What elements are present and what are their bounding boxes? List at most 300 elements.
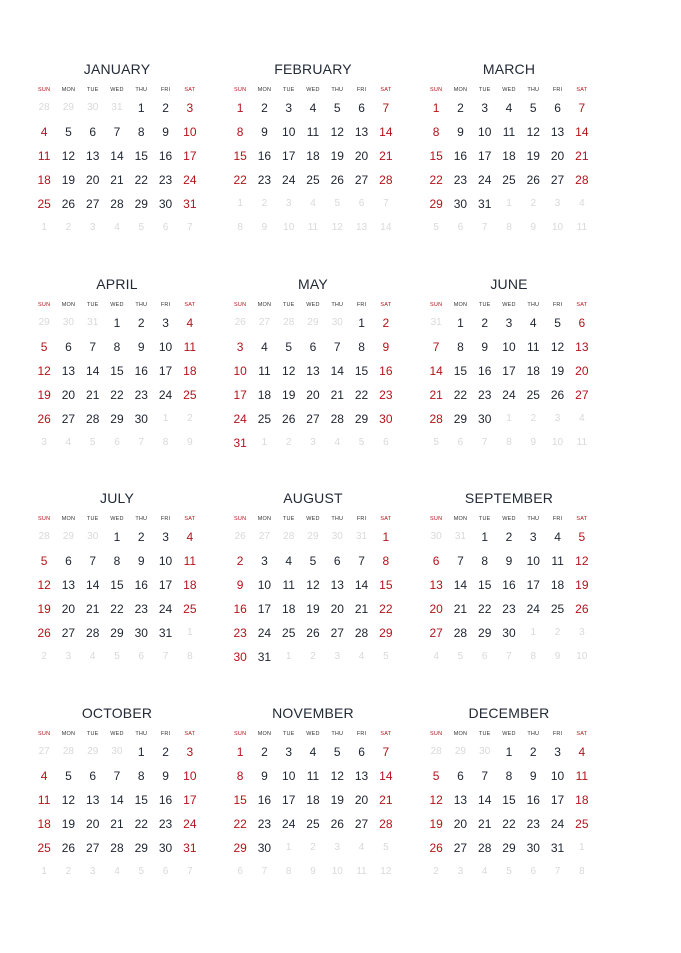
day-cell: 13 — [575, 340, 589, 354]
day-cell: 4 — [505, 101, 513, 115]
day-cell: 19 — [61, 817, 76, 831]
day-cell: 26 — [429, 841, 443, 855]
adjacent-month-day-cell: 6 — [358, 198, 365, 209]
adjacent-month-day-cell: 31 — [454, 531, 466, 542]
adjacent-month-day-cell: 4 — [433, 651, 439, 662]
adjacent-month-day-cell: 7 — [187, 866, 193, 877]
month-june — [424, 275, 594, 455]
adjacent-month-day-cell: 1 — [530, 627, 537, 638]
weekday-label-sun: SUN — [38, 516, 51, 522]
adjacent-month-day-cell: 29 — [307, 317, 319, 328]
month-title: FEBRUARY — [274, 61, 352, 77]
weekday-label-tue: TUE — [478, 302, 491, 308]
day-cell: 8 — [432, 125, 440, 139]
weekday-label-sun: SUN — [38, 302, 51, 308]
day-cell: 14 — [110, 793, 124, 807]
weekday-label-mon: MON — [257, 731, 272, 737]
day-cell: 20 — [429, 602, 443, 616]
day-cell: 2 — [261, 745, 268, 759]
day-cell: 22 — [110, 602, 124, 616]
month-title: JULY — [100, 490, 134, 506]
day-cell: 27 — [354, 173, 369, 187]
day-cell: 11 — [258, 364, 271, 378]
day-cell: 17 — [183, 793, 197, 807]
week-row — [424, 764, 594, 788]
day-cell: 15 — [354, 364, 369, 378]
day-cell: 24 — [526, 602, 540, 616]
day-cell: 11 — [183, 554, 197, 568]
day-cell: 21 — [429, 388, 443, 402]
month-title: JANUARY — [83, 61, 151, 77]
week-row — [228, 431, 398, 455]
day-cell: 7 — [89, 554, 97, 568]
weekday-label-mon: MON — [61, 516, 76, 522]
day-cell: 30 — [502, 626, 516, 640]
weekday-label-wed: WED — [306, 87, 320, 93]
day-cell: 19 — [37, 388, 51, 402]
day-cell: 1 — [113, 530, 121, 544]
adjacent-month-day-cell: 28 — [62, 746, 74, 757]
week-row — [424, 597, 594, 621]
day-cell: 11 — [551, 554, 564, 568]
weekday-label-thu: THU — [331, 731, 344, 737]
day-cell: 13 — [86, 793, 100, 807]
day-cell: 5 — [65, 769, 72, 783]
day-cell: 15 — [134, 793, 148, 807]
day-cell: 8 — [236, 769, 244, 783]
adjacent-month-day-cell: 6 — [138, 651, 145, 662]
day-cell: 15 — [134, 149, 148, 163]
day-cell: 28 — [86, 626, 100, 640]
adjacent-month-day-cell: 1 — [285, 651, 292, 662]
adjacent-month-day-cell: 3 — [554, 413, 561, 424]
day-cell: 24 — [233, 412, 247, 426]
day-cell: 6 — [309, 340, 317, 354]
day-cell: 20 — [550, 149, 565, 163]
day-cell: 16 — [158, 149, 173, 163]
week-row — [228, 525, 398, 549]
month-grid — [424, 84, 594, 240]
weekday-label-tue: TUE — [86, 516, 99, 522]
weekday-label-tue: TUE — [282, 87, 295, 93]
day-cell: 14 — [330, 364, 344, 378]
adjacent-month-day-cell: 29 — [62, 102, 74, 113]
adjacent-month-day-cell: 6 — [383, 437, 389, 448]
day-cell: 30 — [134, 626, 148, 640]
month-title: MAY — [298, 276, 328, 292]
month-title: SEPTEMBER — [464, 490, 554, 506]
week-row — [424, 168, 594, 192]
day-cell: 9 — [529, 769, 537, 783]
day-cell: 6 — [89, 125, 97, 139]
day-cell: 29 — [134, 197, 148, 211]
day-cell: 7 — [382, 745, 390, 759]
day-cell: 26 — [306, 626, 320, 640]
day-cell: 27 — [575, 388, 589, 402]
adjacent-month-day-cell: 11 — [356, 866, 367, 877]
day-cell: 17 — [233, 388, 247, 402]
day-cell: 1 — [382, 530, 390, 544]
day-cell: 3 — [162, 530, 169, 544]
adjacent-month-day-cell: 4 — [358, 651, 365, 662]
day-cell: 28 — [478, 841, 492, 855]
day-cell: 20 — [61, 388, 76, 402]
weekday-label-fri: FRI — [356, 731, 367, 737]
day-cell: 29 — [134, 841, 148, 855]
day-cell: 14 — [110, 149, 124, 163]
day-cell: 12 — [282, 364, 296, 378]
day-cell: 26 — [330, 817, 344, 831]
weekday-label-sat: SAT — [576, 302, 588, 308]
month-title: APRIL — [96, 276, 138, 292]
adjacent-month-day-cell: 30 — [331, 317, 343, 328]
day-cell: 4 — [285, 554, 293, 568]
day-cell: 7 — [457, 554, 464, 568]
adjacent-month-day-cell: 2 — [187, 413, 193, 424]
month-july — [32, 489, 202, 669]
day-cell: 17 — [158, 364, 173, 378]
day-cell: 28 — [429, 412, 443, 426]
adjacent-month-day-cell: 8 — [237, 222, 243, 233]
weekday-label-tue: TUE — [478, 87, 491, 93]
day-cell: 13 — [354, 125, 369, 139]
adjacent-month-day-cell: 6 — [530, 866, 537, 877]
week-row — [424, 860, 594, 884]
day-cell: 28 — [86, 412, 100, 426]
adjacent-month-day-cell: 31 — [430, 317, 442, 328]
weekday-label-wed: WED — [110, 302, 124, 308]
adjacent-month-day-cell: 4 — [89, 651, 96, 662]
day-cell: 28 — [575, 173, 589, 187]
month-grid — [424, 299, 594, 455]
day-cell: 22 — [379, 602, 393, 616]
day-cell: 1 — [236, 101, 244, 115]
week-row — [228, 192, 398, 216]
day-cell: 19 — [61, 173, 76, 187]
day-cell: 22 — [429, 173, 443, 187]
day-cell: 31 — [183, 197, 197, 211]
day-cell: 12 — [37, 578, 51, 592]
weekday-label-sat: SAT — [184, 87, 196, 93]
day-cell: 27 — [86, 841, 100, 855]
day-cell: 23 — [257, 817, 272, 831]
day-cell: 29 — [110, 412, 124, 426]
day-cell: 9 — [137, 554, 145, 568]
month-grid — [424, 728, 594, 884]
day-cell: 6 — [578, 316, 586, 330]
day-cell: 14 — [379, 125, 393, 139]
day-cell: 22 — [233, 817, 247, 831]
day-cell: 24 — [282, 173, 296, 187]
day-cell: 28 — [110, 197, 124, 211]
adjacent-month-day-cell: 5 — [433, 437, 439, 448]
adjacent-month-day-cell: 27 — [258, 317, 270, 328]
day-cell: 12 — [330, 125, 344, 139]
day-cell: 11 — [282, 578, 295, 592]
day-cell: 17 — [478, 149, 492, 163]
day-cell: 26 — [526, 173, 540, 187]
day-cell: 3 — [261, 554, 268, 568]
day-cell: 9 — [457, 125, 464, 139]
week-row — [32, 120, 202, 144]
week-row — [424, 621, 594, 645]
adjacent-month-day-cell: 30 — [111, 746, 123, 757]
day-cell: 14 — [354, 578, 369, 592]
weekday-label-fri: FRI — [552, 302, 563, 308]
day-cell: 20 — [330, 602, 344, 616]
day-cell: 13 — [429, 578, 443, 592]
day-cell: 12 — [330, 769, 344, 783]
adjacent-month-day-cell: 7 — [481, 222, 488, 233]
adjacent-month-day-cell: 4 — [114, 222, 120, 233]
week-row — [424, 144, 594, 168]
day-cell: 9 — [236, 578, 244, 592]
day-cell: 16 — [134, 578, 148, 592]
adjacent-month-day-cell: 31 — [111, 102, 123, 113]
adjacent-month-day-cell: 3 — [41, 437, 47, 448]
day-cell: 13 — [550, 125, 565, 139]
day-cell: 11 — [306, 125, 320, 139]
adjacent-month-day-cell: 4 — [579, 198, 585, 209]
day-cell: 5 — [65, 125, 72, 139]
adjacent-month-day-cell: 28 — [38, 102, 50, 113]
day-cell: 22 — [110, 388, 124, 402]
adjacent-month-day-cell: 1 — [506, 198, 512, 209]
day-cell: 10 — [550, 769, 565, 783]
day-cell: 14 — [478, 793, 492, 807]
day-cell: 5 — [40, 340, 48, 354]
adjacent-month-day-cell: 30 — [331, 531, 343, 542]
day-cell: 20 — [86, 173, 100, 187]
day-cell: 24 — [550, 817, 565, 831]
adjacent-month-day-cell: 12 — [380, 866, 392, 877]
day-cell: 22 — [502, 817, 516, 831]
day-cell: 27 — [429, 626, 443, 640]
week-row — [424, 836, 594, 860]
adjacent-month-day-cell: 31 — [355, 531, 368, 542]
day-cell: 19 — [526, 149, 540, 163]
weekday-label-mon: MON — [453, 87, 468, 93]
month-may — [228, 275, 398, 455]
day-cell: 25 — [575, 817, 589, 831]
day-cell: 2 — [261, 101, 268, 115]
day-cell: 12 — [37, 364, 51, 378]
weekday-label-wed: WED — [306, 516, 320, 522]
month-grid — [32, 513, 202, 669]
week-row — [228, 407, 398, 431]
day-cell: 24 — [158, 388, 173, 402]
day-cell: 16 — [233, 602, 247, 616]
day-cell: 12 — [429, 793, 443, 807]
day-cell: 25 — [550, 602, 565, 616]
weekday-label-sun: SUN — [234, 302, 247, 308]
weekday-label-fri: FRI — [552, 731, 563, 737]
day-cell: 23 — [502, 602, 516, 616]
month-august — [228, 489, 398, 669]
weekday-label-sun: SUN — [430, 302, 443, 308]
day-cell: 10 — [233, 364, 247, 378]
day-cell: 16 — [502, 578, 516, 592]
adjacent-month-day-cell: 10 — [551, 222, 564, 233]
day-cell: 4 — [578, 745, 586, 759]
day-cell: 18 — [550, 578, 565, 592]
weekday-label-tue: TUE — [282, 731, 295, 737]
week-row — [424, 96, 594, 120]
day-cell: 3 — [186, 101, 194, 115]
adjacent-month-day-cell: 2 — [554, 627, 561, 638]
adjacent-month-day-cell: 4 — [481, 866, 488, 877]
weekday-label-fri: FRI — [552, 87, 563, 93]
adjacent-month-day-cell: 6 — [114, 437, 120, 448]
adjacent-month-day-cell: 30 — [430, 531, 442, 542]
day-cell: 26 — [37, 626, 51, 640]
adjacent-month-day-cell: 3 — [334, 651, 341, 662]
day-cell: 19 — [429, 817, 443, 831]
week-row — [228, 383, 398, 407]
weekday-label-mon: MON — [453, 302, 468, 308]
weekday-label-fri: FRI — [160, 731, 171, 737]
week-row — [32, 525, 202, 549]
day-cell: 20 — [354, 149, 369, 163]
day-cell: 6 — [89, 769, 97, 783]
day-cell: 24 — [257, 626, 272, 640]
adjacent-month-day-cell: 8 — [506, 222, 512, 233]
weekday-label-thu: THU — [135, 87, 148, 93]
day-cell: 25 — [502, 173, 516, 187]
day-cell: 9 — [481, 340, 489, 354]
adjacent-month-day-cell: 4 — [310, 198, 316, 209]
adjacent-month-day-cell: 2 — [285, 437, 292, 448]
day-cell: 5 — [432, 769, 440, 783]
day-cell: 26 — [550, 388, 565, 402]
week-row — [228, 168, 398, 192]
adjacent-month-day-cell: 30 — [87, 102, 99, 113]
day-cell: 6 — [65, 554, 72, 568]
day-cell: 16 — [134, 364, 148, 378]
day-cell: 18 — [502, 149, 516, 163]
weekday-label-sat: SAT — [380, 516, 392, 522]
adjacent-month-day-cell: 8 — [162, 437, 169, 448]
day-cell: 14 — [86, 578, 100, 592]
week-row — [32, 788, 202, 812]
day-cell: 7 — [432, 340, 440, 354]
week-row — [228, 645, 398, 669]
day-cell: 28 — [110, 841, 124, 855]
month-grid — [32, 728, 202, 884]
day-cell: 20 — [306, 388, 320, 402]
day-cell: 19 — [575, 578, 589, 592]
weekday-label-wed: WED — [502, 516, 516, 522]
day-cell: 13 — [453, 793, 468, 807]
weekday-label-mon: MON — [257, 87, 272, 93]
day-cell: 9 — [261, 769, 268, 783]
day-cell: 31 — [233, 436, 247, 450]
adjacent-month-day-cell: 8 — [506, 437, 512, 448]
adjacent-month-day-cell: 29 — [62, 531, 74, 542]
weekday-label-sun: SUN — [430, 516, 443, 522]
adjacent-month-day-cell: 4 — [65, 437, 72, 448]
day-cell: 15 — [379, 578, 393, 592]
day-cell: 2 — [505, 530, 513, 544]
week-row — [424, 359, 594, 383]
day-cell: 8 — [382, 554, 390, 568]
day-cell: 3 — [236, 340, 244, 354]
day-cell: 10 — [478, 125, 492, 139]
day-cell: 4 — [40, 769, 48, 783]
day-cell: 24 — [478, 173, 492, 187]
week-row — [424, 407, 594, 431]
day-cell: 21 — [453, 602, 468, 616]
day-cell: 5 — [554, 316, 561, 330]
day-cell: 1 — [481, 530, 489, 544]
weekday-label-sun: SUN — [430, 87, 443, 93]
day-cell: 12 — [575, 554, 589, 568]
day-cell: 8 — [113, 340, 121, 354]
day-cell: 13 — [61, 364, 76, 378]
adjacent-month-day-cell: 8 — [187, 651, 193, 662]
day-cell: 27 — [354, 817, 369, 831]
adjacent-month-day-cell: 14 — [380, 222, 392, 233]
day-cell: 21 — [478, 817, 492, 831]
day-cell: 18 — [183, 578, 197, 592]
weekday-label-thu: THU — [331, 87, 344, 93]
day-cell: 14 — [379, 769, 393, 783]
day-cell: 9 — [382, 340, 390, 354]
week-row — [32, 431, 202, 455]
day-cell: 3 — [285, 101, 293, 115]
weekday-label-sat: SAT — [576, 87, 588, 93]
day-cell: 3 — [481, 101, 489, 115]
day-cell: 27 — [453, 841, 468, 855]
adjacent-month-day-cell: 1 — [579, 842, 585, 853]
adjacent-month-day-cell: 1 — [41, 222, 47, 233]
day-cell: 29 — [379, 626, 393, 640]
adjacent-month-day-cell: 12 — [331, 222, 343, 233]
adjacent-month-day-cell: 13 — [355, 222, 368, 233]
day-cell: 31 — [158, 626, 173, 640]
day-cell: 17 — [526, 578, 540, 592]
day-cell: 27 — [61, 412, 76, 426]
day-cell: 17 — [158, 578, 173, 592]
week-row — [32, 597, 202, 621]
day-cell: 12 — [61, 149, 76, 163]
day-cell: 2 — [137, 316, 145, 330]
weekday-label-tue: TUE — [282, 302, 295, 308]
day-cell: 30 — [526, 841, 540, 855]
weekday-label-sat: SAT — [576, 731, 588, 737]
day-cell: 22 — [354, 388, 369, 402]
day-cell: 25 — [526, 388, 540, 402]
day-cell: 4 — [554, 530, 561, 544]
month-april — [32, 275, 202, 455]
adjacent-month-day-cell: 5 — [383, 842, 389, 853]
day-cell: 16 — [158, 793, 173, 807]
weekday-label-sat: SAT — [380, 302, 392, 308]
adjacent-month-day-cell: 2 — [310, 651, 316, 662]
day-cell: 29 — [110, 626, 124, 640]
day-cell: 25 — [37, 841, 51, 855]
month-title: JUNE — [490, 276, 528, 292]
day-cell: 28 — [453, 626, 468, 640]
week-row — [32, 359, 202, 383]
day-cell: 24 — [183, 173, 197, 187]
adjacent-month-day-cell: 10 — [331, 866, 343, 877]
week-row — [32, 335, 202, 359]
adjacent-month-day-cell: 11 — [307, 222, 319, 233]
weekday-label-sun: SUN — [234, 516, 247, 522]
adjacent-month-day-cell: 4 — [334, 437, 341, 448]
weekday-label-sat: SAT — [184, 516, 196, 522]
